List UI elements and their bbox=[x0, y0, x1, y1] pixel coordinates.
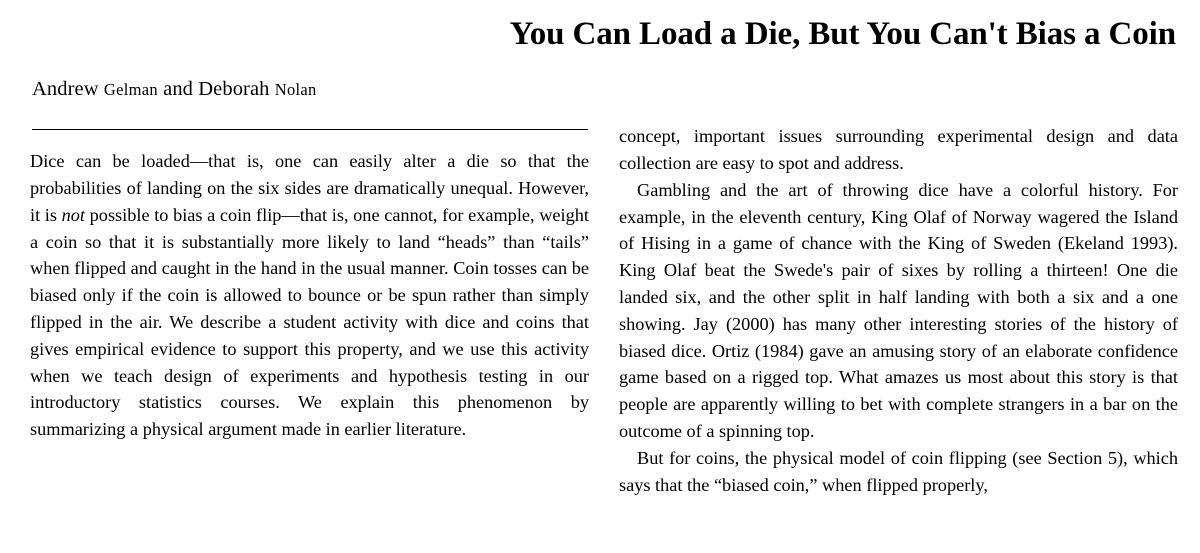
abstract-text-part-1: Dice can be loaded—that is, one can easily alter a die so that the probabilities of landing on the six sides are dramatically unequal. However, it is bbox=[30, 151, 589, 225]
continued-paragraph: concept, important issues surrounding experimental design and data collection are easy to spot and address. bbox=[619, 126, 1178, 174]
body-paragraph-history: Gambling and the art of throwing dice have a colorful history. For example, in the eleventh century, King Olaf of Norway wagered the Island of Hising in a game of chance with the King of Sweden (Ekeland 1993). King Olaf beat the Swede's pair of sixes by rolling a thirteen! One die landed six, and the other split in half landing with both a six and a one showing. Jay (2000) has many other interesting stories of the history of biased dice. Ortiz (1984) gave an amusing story of an elaborate confidence game based on a rigged top. What amazes us most about this story is that people are apparently willing to bet with complete strangers in a bar on the outcome of a spinning top. bbox=[619, 179, 1178, 442]
two-column-body bbox=[30, 123, 1178, 498]
author-conjunction: and Deborah bbox=[157, 78, 275, 101]
author-first-surname: Gelman bbox=[103, 80, 158, 100]
author-second-surname: Nolan bbox=[274, 80, 317, 100]
page-title: You Can Load a Die, But You Can't Bias a Coin bbox=[509, 16, 1176, 52]
left-column bbox=[30, 123, 589, 498]
abstract-paragraph bbox=[30, 148, 589, 443]
horizontal-rule bbox=[32, 129, 588, 130]
author-first-given-name: Andrew bbox=[32, 78, 104, 101]
abstract-emphasis: not bbox=[61, 204, 86, 225]
author-byline bbox=[32, 78, 1178, 101]
body-paragraph-coins: But for coins, the physical model of coin flipping (see Section 5), which says that the “biased coin,” when flipped properly, bbox=[619, 447, 1178, 495]
right-column bbox=[619, 123, 1178, 498]
abstract-text-part-2: possible to bias a coin flip—that is, one cannot, for example, weight a coin so that it is substantially more likely to land “heads” than “tails” when flipped and caught in the hand in the usual manner. Coin tosses can be biased only if the coin is allowed to bounce or be spun rather than simply flipped in the air. We describe a student activity with dice and coins that gives empirical evidence to support this property, and we use this activity when we teach design of experiments and hypothesis testing in our introductory statistics courses. We explain this phenomenon by summarizing a physical argument made in earlier literature. bbox=[30, 204, 589, 440]
paper-page bbox=[0, 16, 1200, 553]
